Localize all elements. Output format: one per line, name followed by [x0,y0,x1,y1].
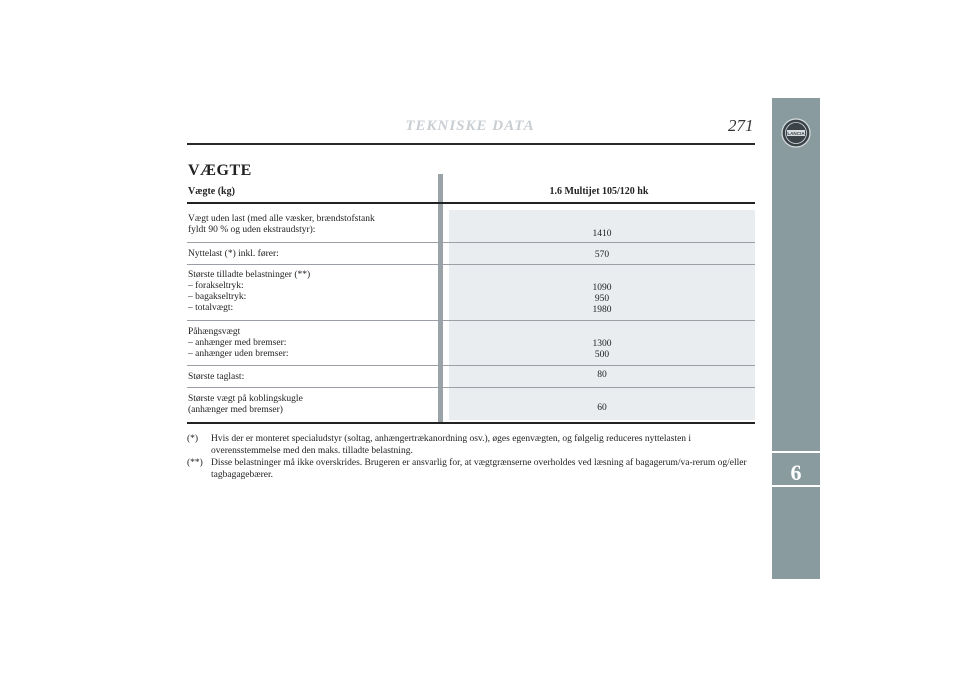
logo-text: LANCIA [787,130,805,136]
row-label: Største taglast: [188,372,245,382]
footnote-mark: (*) [187,434,199,444]
table-header-rule [187,202,755,204]
footnote [187,433,755,457]
footnotes [187,433,755,481]
row-value: 80 [597,370,607,380]
row-label: Påhængsvægt – anhænger med bremser: – anhænger uden bremser: [188,327,289,359]
row-divider [187,365,755,366]
footnote-mark: (**) [187,458,203,468]
row-value: 570 [594,250,610,260]
footnote-text: Hvis der er monteret specialudstyr (soltag, anhængertrækanordning osv.), øges egenvægten, og følgelig reduceres nyttelasten i overensstemmelse med den maks. tilladte belastning. [211,434,692,456]
header-title: TEKNISKE DATA [405,118,535,134]
weights-table [187,184,755,424]
column-header-label: Vægte (kg) [188,186,235,197]
row-label: Vægt uden last (med alle væsker, brændstofstank fyldt 90 % og uden ekstraudstyr): [188,214,375,235]
table-bottom-rule [187,422,755,424]
row-divider [187,387,755,388]
row-divider [187,242,755,243]
row-label: Største tilladte belastninger (**) – forakseltryk: – bagakseltryk: – totalvægt: [188,270,311,313]
row-value: 60 [597,403,607,413]
row-label: Største vægt på koblingskugle (anhænger med bremser) [188,394,303,415]
tab-divider [772,451,820,453]
row-divider [187,320,755,321]
row-divider [187,264,755,265]
header-rule [187,143,755,145]
section-title: VÆGTE [188,162,252,179]
row-value: 1090 950 1980 [592,283,612,315]
chapter-number: 6 [790,460,802,485]
row-value: 1300 500 [592,339,612,360]
footnote [187,457,755,481]
column-separator [438,174,443,422]
row-label: Nyttelast (*) inkl. fører: [188,249,279,259]
row-value: 1410 [592,229,612,239]
tab-divider [772,485,820,487]
column-header-model: 1.6 Multijet 105/120 hk [549,186,649,197]
lancia-logo-icon [781,118,811,148]
footnote-text: Disse belastninger må ikke overskrides. Brugeren er ansvarlig for, at vægtgrænserne overholdes ved læsning af bagagerum/va-rerum og/eller tagbagagebærer. [211,458,747,480]
page-number: 271 [728,116,754,135]
chapter-side-tab[interactable] [772,98,820,579]
